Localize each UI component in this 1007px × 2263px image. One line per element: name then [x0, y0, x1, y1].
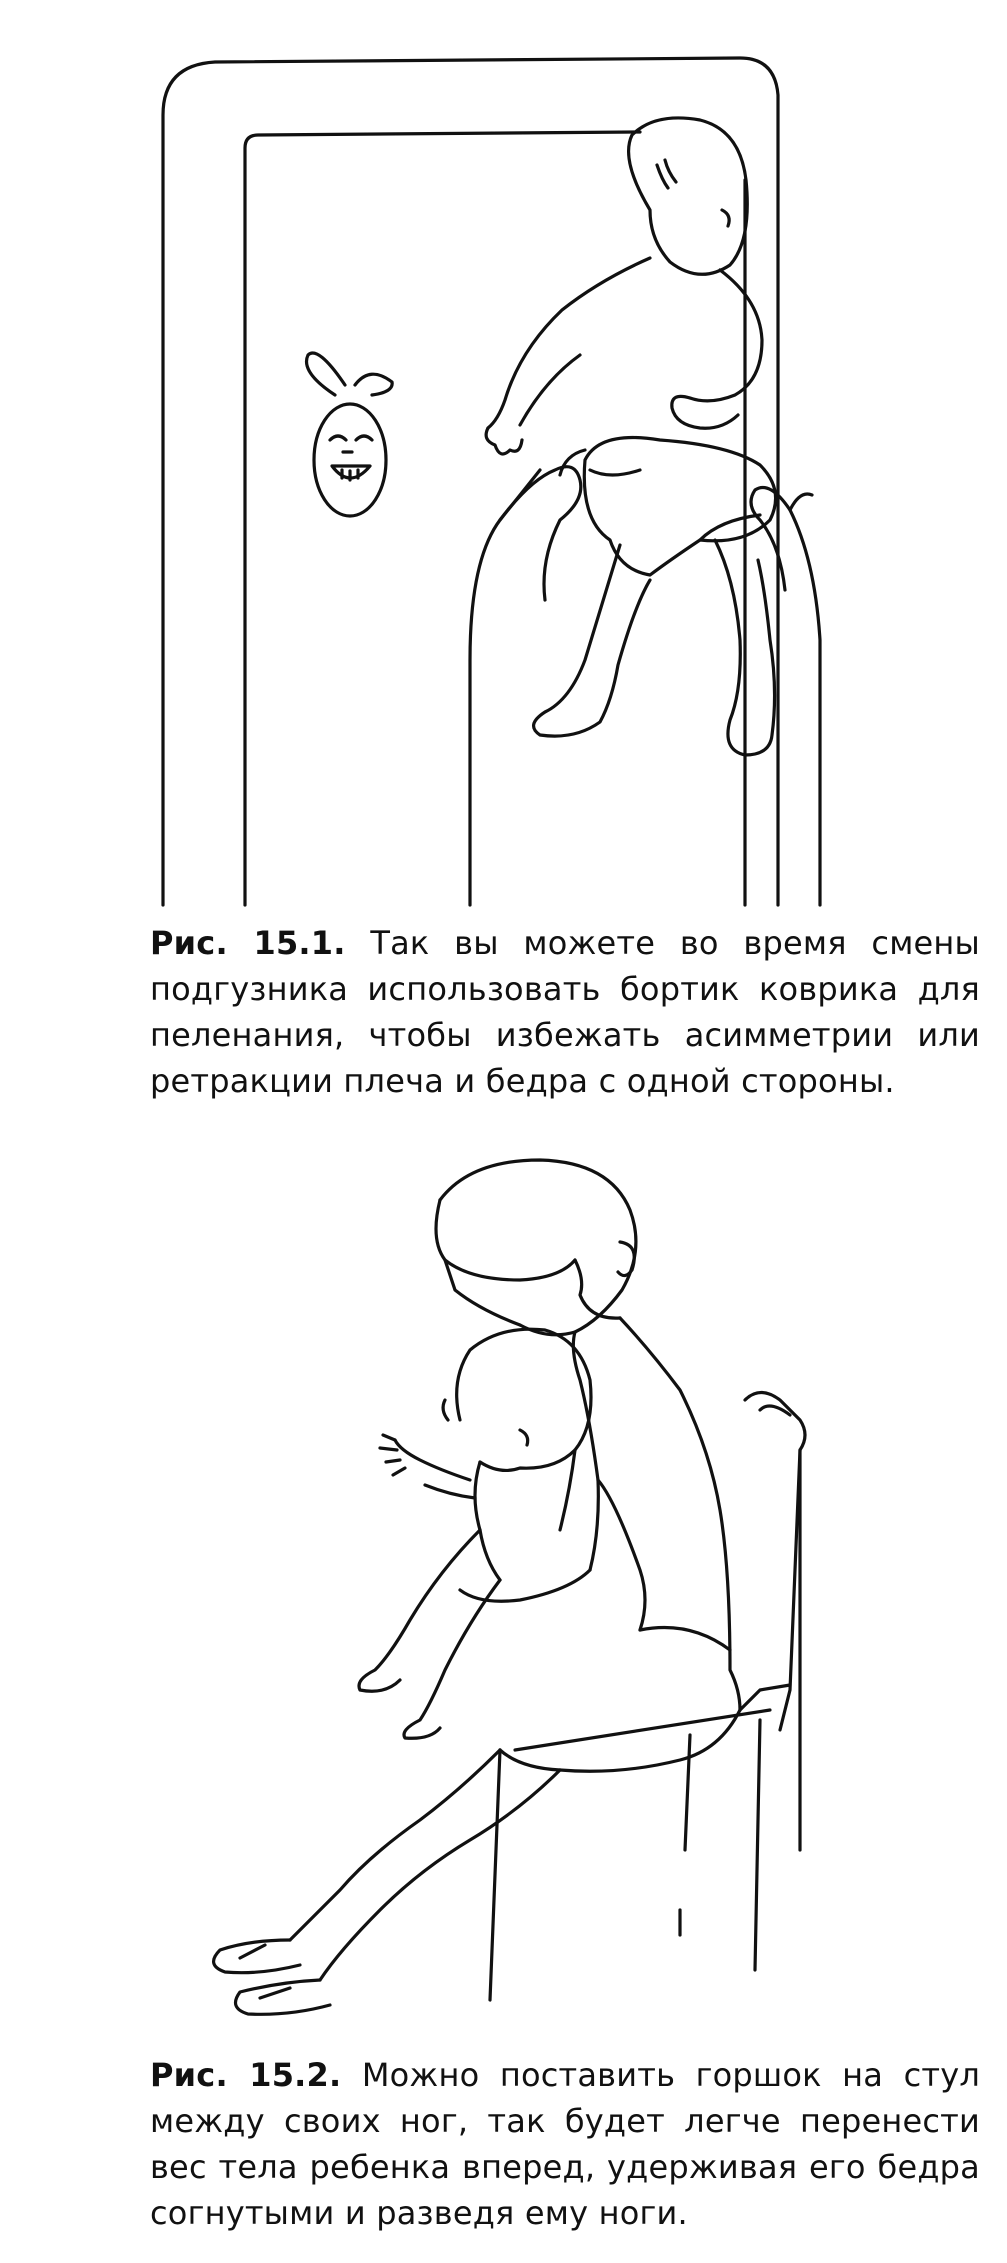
figure-1-label: Рис. 15.1.: [150, 924, 346, 962]
figure-1-text: Так вы можете во время смены подгузника использовать бортик коврика для пеленания, чтобы избежать асимметрии или ретракции плеча и бедра с одной стороны.: [150, 924, 981, 1100]
figure-1-illustration: [0, 0, 1007, 910]
adult: [214, 1160, 740, 2014]
figure-2-label: Рис. 15.2.: [150, 2056, 342, 2094]
adult-hands: [470, 450, 820, 905]
figure-1-caption: [150, 920, 980, 1104]
chair: [490, 1393, 805, 2001]
bunny-sticker-icon: [307, 353, 393, 516]
baby: [486, 118, 776, 755]
figure-2-caption: [150, 2052, 980, 2236]
door-frame-inner: [245, 132, 640, 905]
baby: [359, 1329, 591, 1738]
figure-2-text: Можно поставить горшок на стул между своих ног, так будет легче перенести вес тела ребенка вперед, удерживая его бедра согнутыми и разведя ему ноги.: [150, 2056, 981, 2232]
figure-2-illustration: [0, 1150, 1007, 2030]
